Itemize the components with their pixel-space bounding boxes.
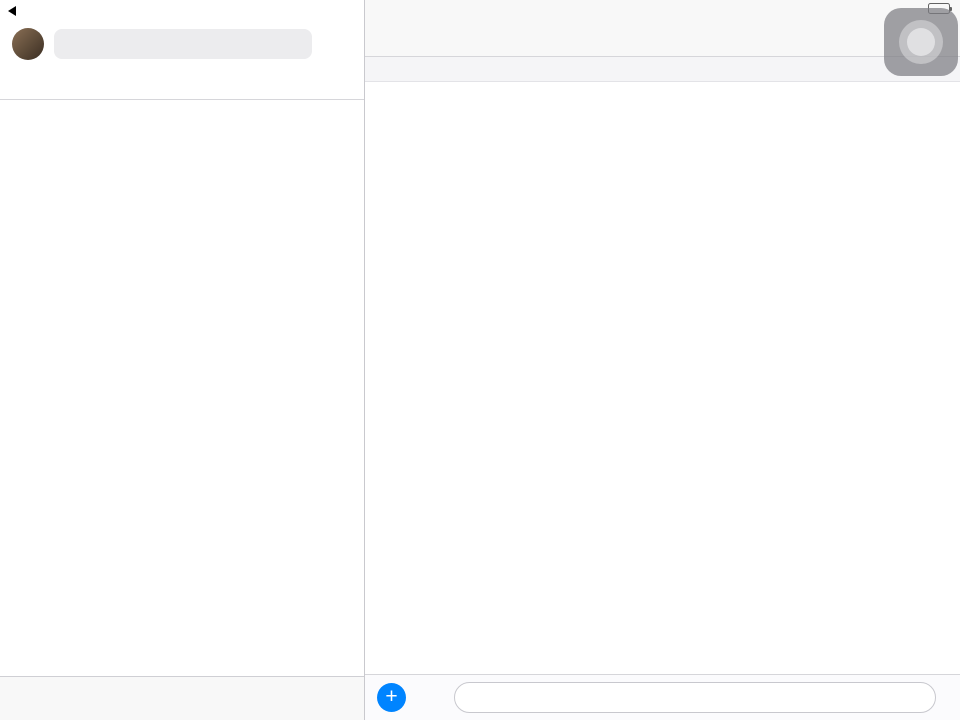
search-input[interactable] xyxy=(54,29,312,59)
assistive-touch-overlay[interactable] xyxy=(884,8,958,76)
compose-new-message-button[interactable] xyxy=(322,29,352,59)
chat-header xyxy=(365,0,960,57)
message-area xyxy=(365,82,960,674)
message-input[interactable] xyxy=(454,682,936,713)
chat-panel xyxy=(365,0,960,720)
attachment-plus-button[interactable]: + xyxy=(377,683,406,712)
chat-title-block[interactable] xyxy=(365,19,960,21)
message-composer xyxy=(365,674,960,720)
conversation-list xyxy=(0,100,364,720)
sidebar xyxy=(0,0,365,720)
back-to-facebook-link[interactable] xyxy=(0,0,364,22)
back-arrow-icon xyxy=(8,6,16,16)
bottom-tab-bar xyxy=(0,676,364,720)
sidebar-tabs xyxy=(0,68,364,100)
sidebar-header xyxy=(0,22,364,68)
invite-to-messenger-link[interactable] xyxy=(365,57,960,82)
my-profile-avatar[interactable] xyxy=(12,28,44,60)
